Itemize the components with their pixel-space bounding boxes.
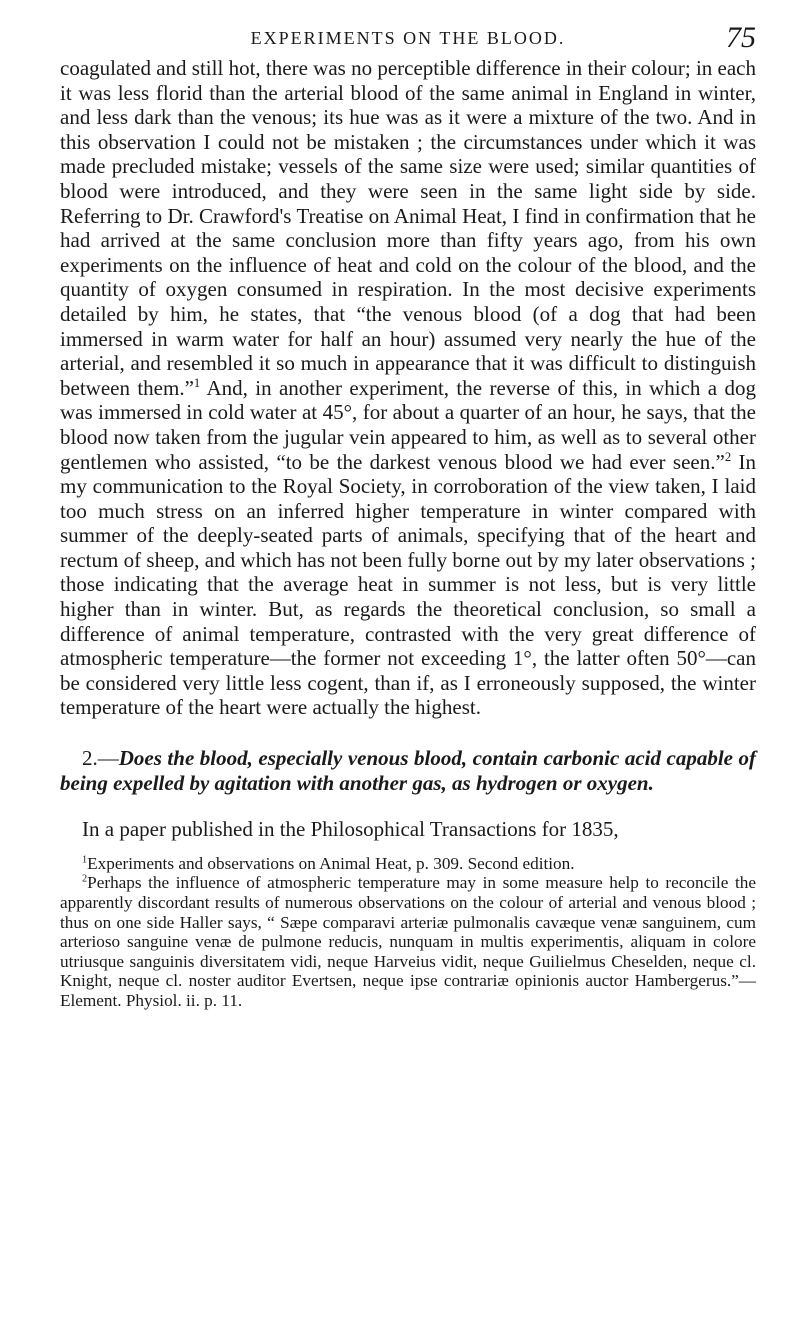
- footnote: [60, 873, 756, 1010]
- footnote: [60, 854, 756, 874]
- paragraph-continued: [60, 56, 756, 720]
- footnotes: [60, 854, 756, 1011]
- body-text: [60, 56, 756, 842]
- running-title: EXPERIMENTS ON THE BLOOD.: [250, 28, 566, 48]
- footnote-text: Perhaps the influence of atmospheric temperature may in some measure help to reconcile the apparently discordant results of numerous observations on the colour of arterial and venous blood ; thus on one side Haller says, “ Sæpe comparavi arteriæ pulmonalis cavæque venæ sanguinem, cum arterioso sanguine venæ de pulmone reducis, nunquam in multis experimentis, aliquam in colore utriusque sanguinis diversitatem vidi, neque Harveius vidit, neque Guilielmus Cheselden, neque cl. Knight, neque cl. noster auditor Evertsen, neque ipse contrariæ opinionis auctor Hambergerus.”—Element. Physiol. ii. p. 11.: [60, 873, 756, 1010]
- page-number: 75: [726, 21, 756, 54]
- text-run: And, in another experiment, the reverse of this, in which a dog was immersed in cold water at 45°, for about a quarter of an hour, he says, that the blood now taken from the jugular vein appeared to him, as well as to several other gentlemen who assisted, “to be the darkest venous blood we had ever seen.”: [60, 375, 756, 474]
- footnote-mark: 2: [82, 873, 88, 885]
- footnote-text: Experiments and observations on Animal Heat, p. 309. Second edition.: [87, 853, 575, 873]
- text-run: coagulated and still hot, there was no perceptible difference in their colour; in each it was less florid than the arterial blood of the same animal in England in winter, and less dark than the venous; its hue was as it were a mixture of the two. And in this observation I could not be mistaken ; the circumstances under which it was made precluded mistake; vessels of the same size were used; similar quantities of blood were introduced, and they were seen in the same light side by side. Referring to Dr. Crawford's Treatise on Animal Heat, I find in confirmation that he had arrived at the same conclusion more than fifty years ago, from his own experiments on the influence of heat and cold on the colour of the blood, and the quantity of oxygen consumed in respiration. In the most decisive experiments detailed by him, he states, that “the venous blood (of a dog that had been immersed in warm water for half an hour) assumed very nearly the hue of the arterial, and resembled it so much in appearance that it was difficult to distinguish between them.”: [60, 56, 756, 400]
- question-text: Does the blood, especially venous blood, contain carbonic acid capable of being expelled by agitation with another gas, as hydrogen or oxygen.: [60, 746, 756, 795]
- footnote-mark: 1: [82, 854, 88, 866]
- question-number: 2.—: [82, 746, 119, 771]
- footnote-ref: 2: [724, 449, 732, 464]
- running-head: [60, 20, 756, 56]
- text-run: In my communication to the Royal Society, in corroboration of the view taken, I laid too much stress on an inferred higher temperature in winter compared with summer of the deeply-seated parts of animals, specifying that of the heart and rectum of sheep, and which has not been fully borne out by my later observations ; those indicating that the average heat in summer is not less, but is very little higher than in winter. But, as regards the theoretical conclusion, so small a difference of animal temperature, contrasted with the very great difference of atmospheric temperature—the former not exceeding 1°, the latter often 50°—can be considered very little less cogent, than if, as I erroneously supposed, the winter temperature of the heart were actually the highest.: [60, 449, 756, 720]
- footnote-ref: 1: [193, 375, 201, 390]
- closing-paragraph: In a paper published in the Philosophical Transactions for 1835,: [82, 817, 619, 842]
- section-question: [60, 746, 756, 795]
